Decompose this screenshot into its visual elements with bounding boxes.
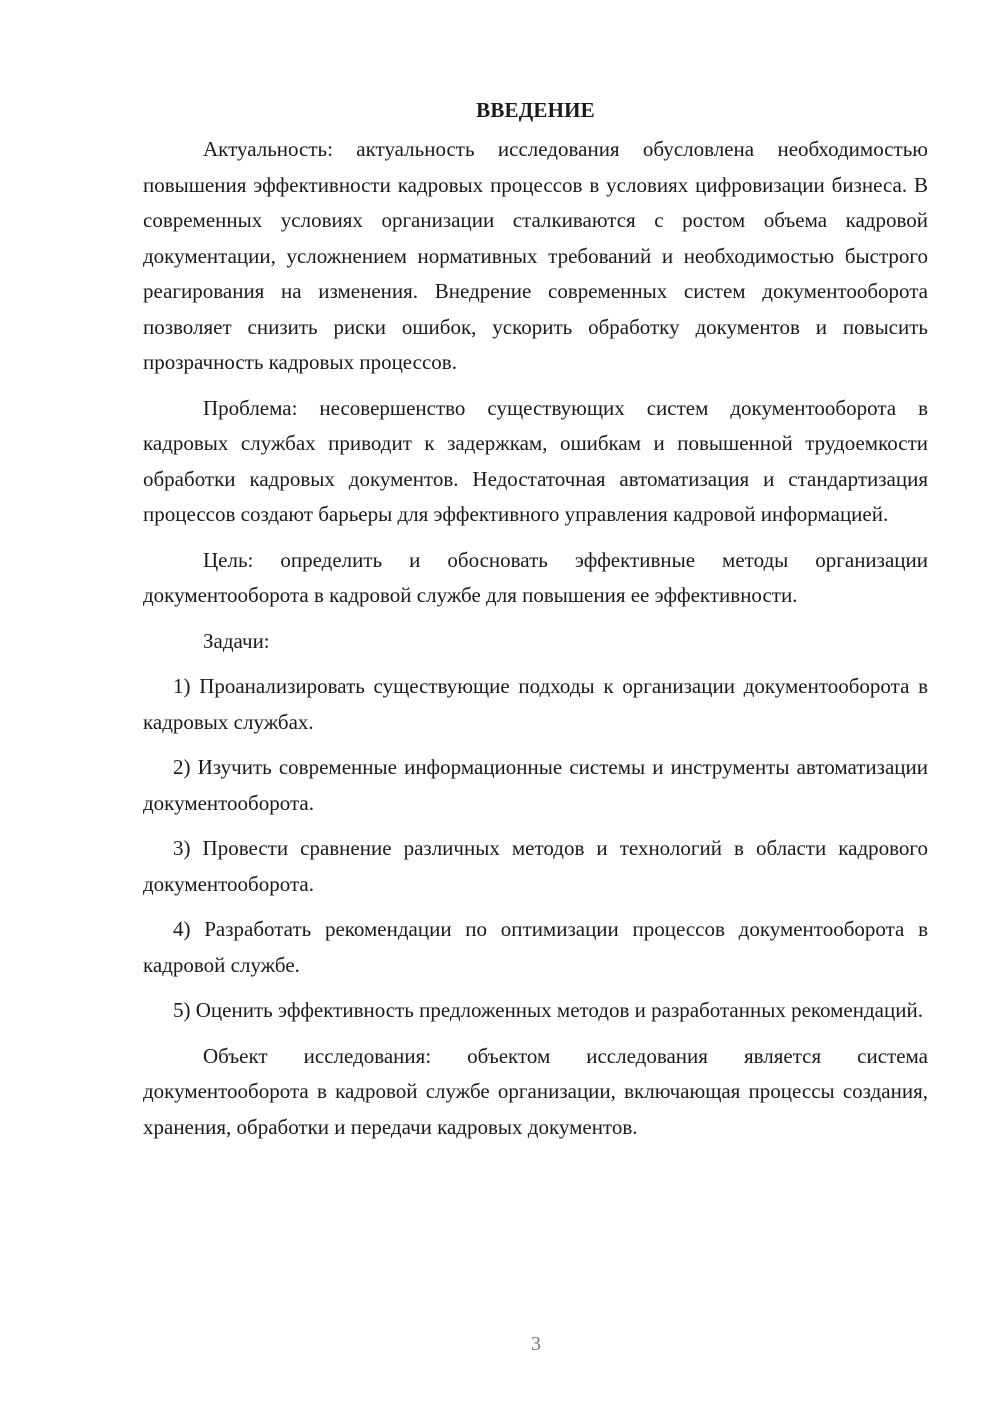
section-title: ВВЕДЕНИЕ <box>476 98 595 122</box>
relevance-paragraph: Актуальность: актуальность исследования обусловлена необходимостью повышения эффективности кадровых процессов в условиях цифровизации бизнеса. В современных условиях организации сталкиваются с ростом объема кадровой документации, усложнением нормативных требований и необходимостью быстрого реагирования на изменения. Внедрение современных систем документооборота позволяет снизить риски ошибок, ускорить обработку документов и повысить прозрачность кадровых процессов. <box>143 137 928 374</box>
tasks-heading: Задачи: <box>203 628 270 653</box>
task-item-3: 3) Провести сравнение различных методов и технологий в области кадрового документооборота. <box>143 836 928 896</box>
page-number: 3 <box>531 1333 541 1355</box>
task-item-2: 2) Изучить современные информационные системы и инструменты автоматизации документооборота. <box>143 755 928 815</box>
document-page <box>143 92 928 1155</box>
task-item-1: 1) Проанализировать существующие подходы к организации документооборота в кадровых службах. <box>143 674 928 734</box>
research-object-paragraph: Объект исследования: объектом исследования является система документооборота в кадровой службе организации, включающая процессы создания, хранения, обработки и передачи кадровых документов. <box>143 1043 928 1139</box>
task-item-5: 5) Оценить эффективность предложенных методов и разработанных рекомендаций. <box>173 998 923 1022</box>
problem-paragraph: Проблема: несовершенство существующих систем документооборота в кадровых службах приводит к задержкам, ошибкам и повышенной трудоемкости обработки кадровых документов. Недостаточная автоматизация и стандартизация процессов создают барьеры для эффективного управления кадровой информацией. <box>143 395 928 526</box>
goal-paragraph: Цель: определить и обосновать эффективные методы организации документооборота в кадровой службе для повышения ее эффективности. <box>143 547 928 607</box>
task-item-4: 4) Разработать рекомендации по оптимизации процессов документооборота в кадровой службе. <box>143 917 928 977</box>
